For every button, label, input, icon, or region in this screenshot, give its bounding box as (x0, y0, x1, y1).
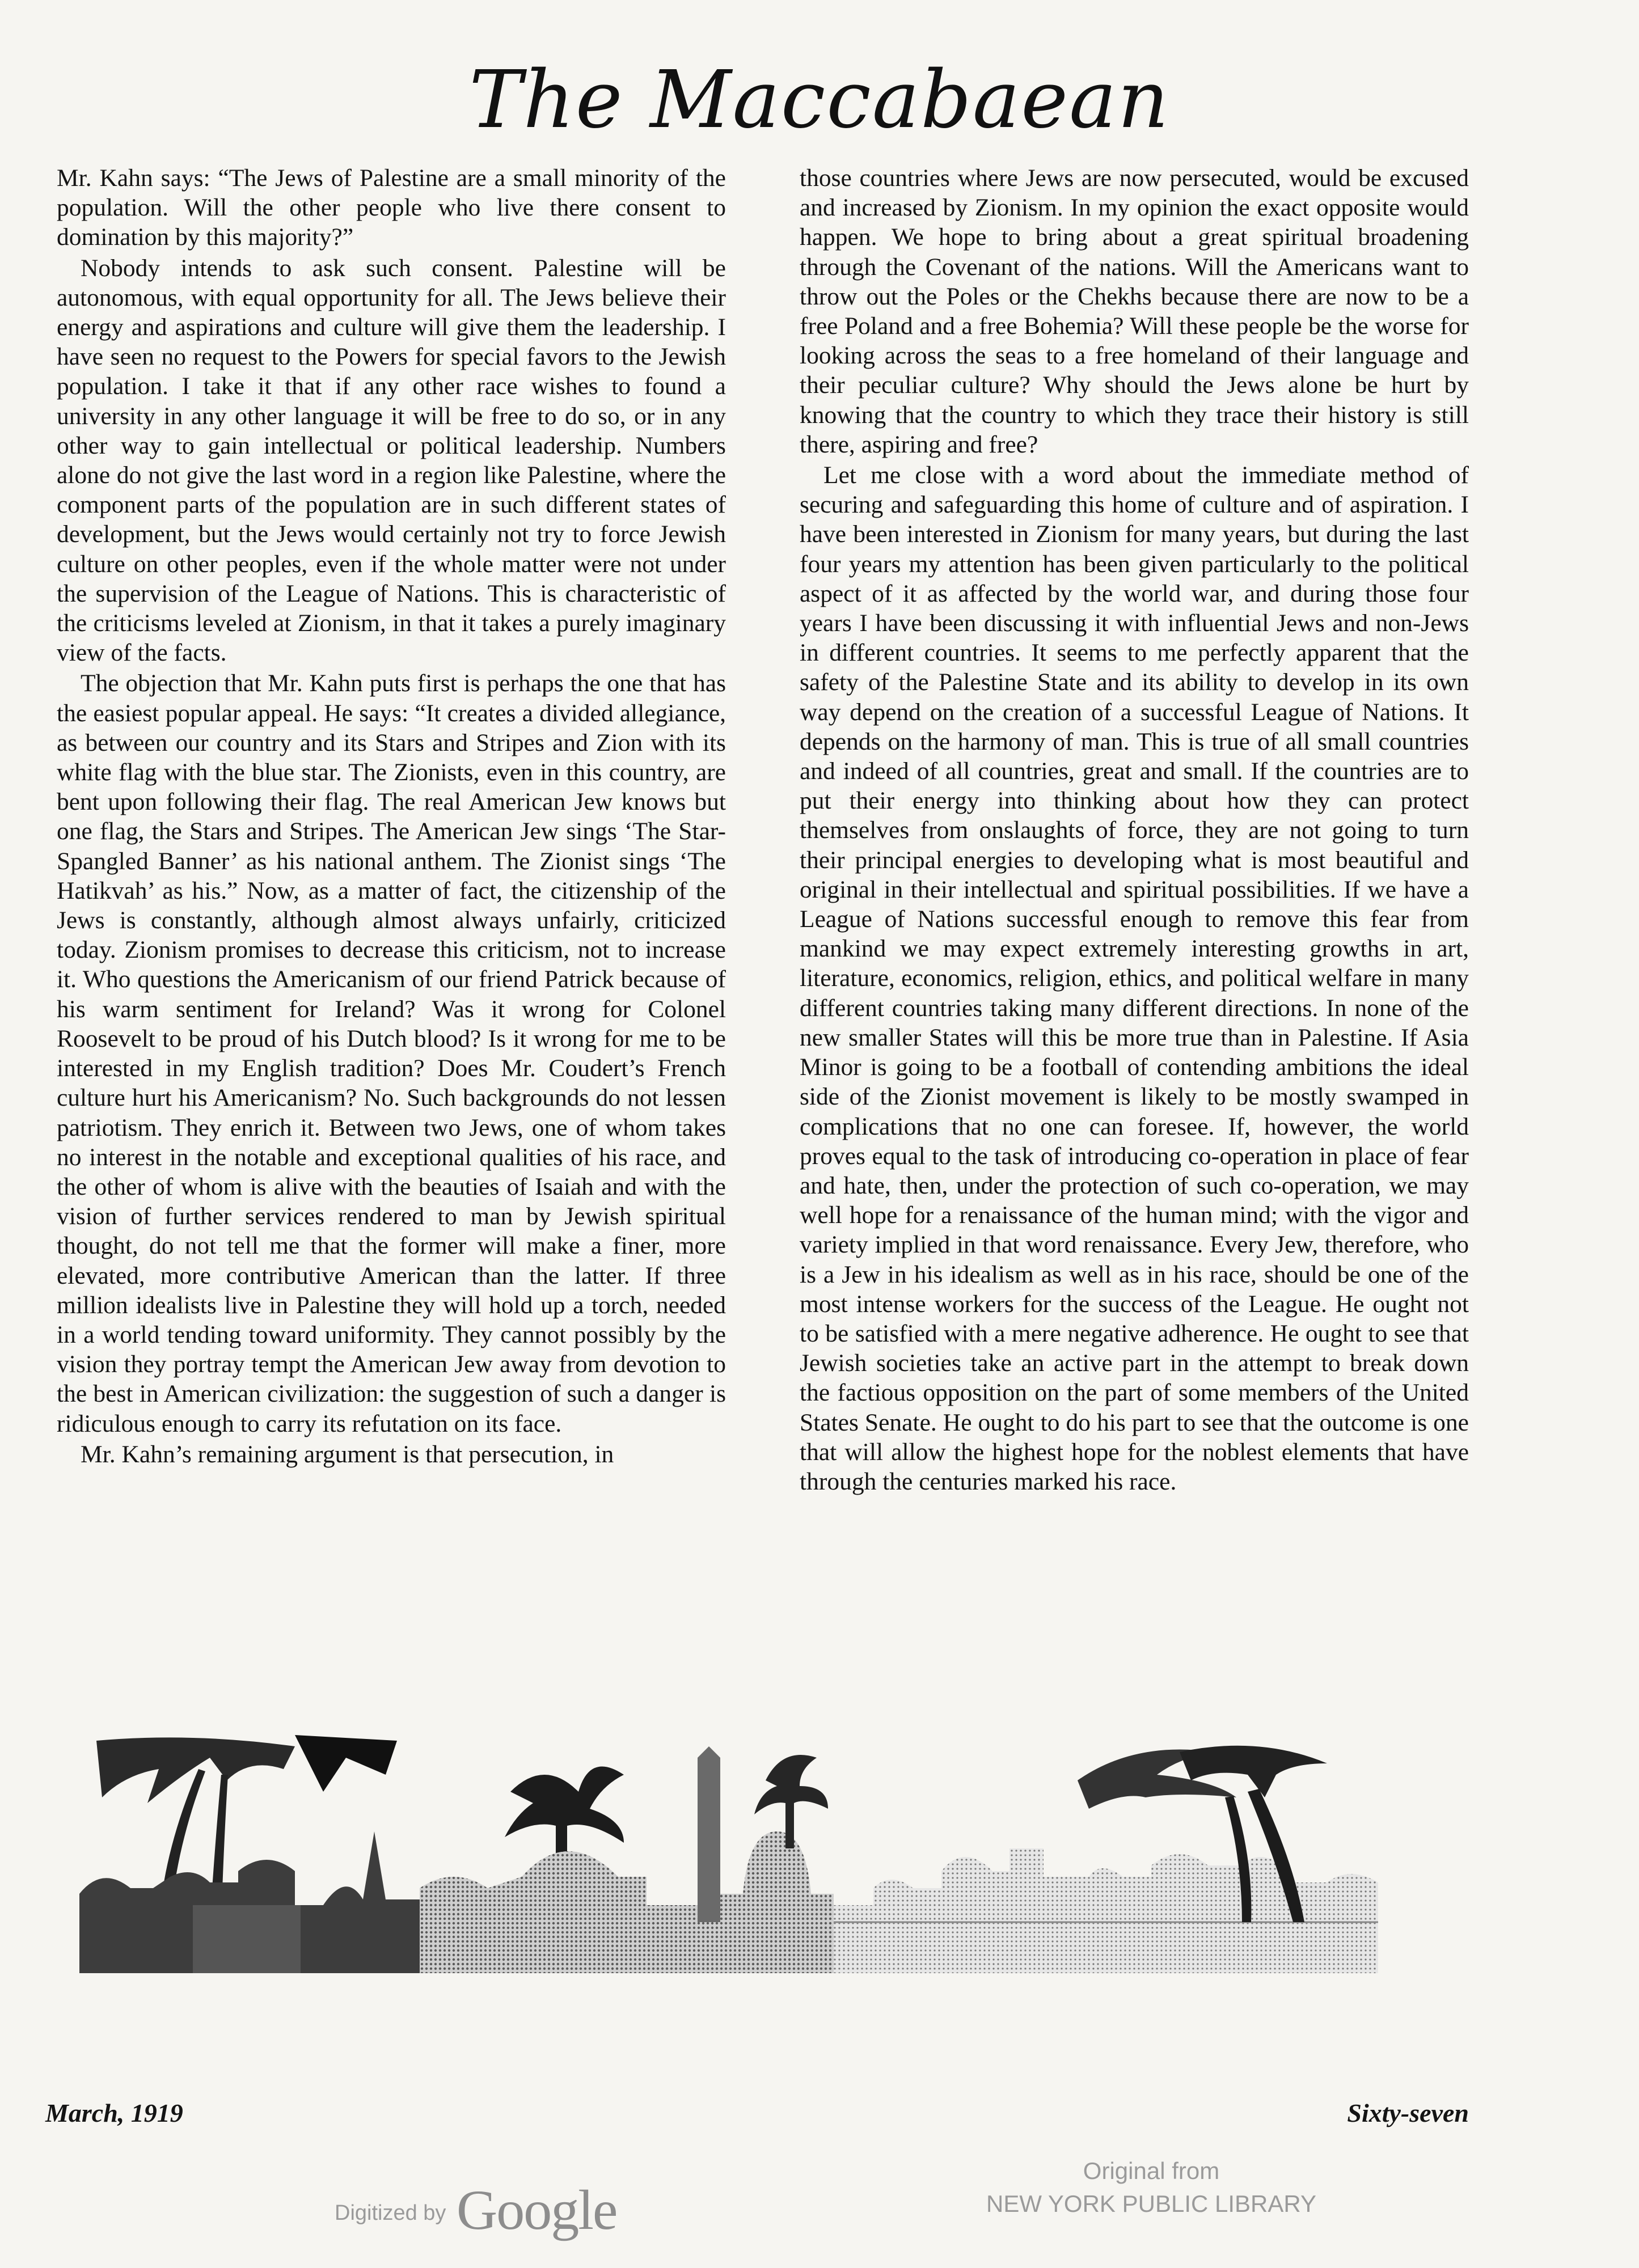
original-from-label: Original from (1083, 2157, 1220, 2184)
illustration-svg (79, 1735, 1480, 1973)
paragraph: those countries where Jews are now persecuted, would be excused and increased by Zionism. In my opinion the exact opposite would happen. We hope to bring about a great spiritual broadening through the Covenant of the nations. Will the Americans want to throw out the Poles or the Chekhs because there are now to be a free Poland and a free Bohemia? Will these people be the worse for looking across the seas to a free homeland of their language and their peculiar culture? Why should the Jews alone be hurt by knowing that the country to which they trace their history is still there, aspiring and free? (800, 164, 1469, 458)
original-source-watermark (958, 2155, 1344, 2220)
palm-town-illustration (79, 1735, 1480, 1973)
digitized-label: Digitized by (335, 2201, 446, 2225)
right-column (800, 163, 1469, 1497)
google-logo: Google (456, 2178, 617, 2241)
masthead-title: The Maccabaean (469, 54, 1170, 146)
paragraph: The objection that Mr. Kahn puts first is perhaps the one that has the easiest popular appeal. He says: “It creates a divided allegiance, as between our country and its Stars and Stripes and Zion with its white flag with the blue star. The Zionists, even in this country, are bent upon following their flag. The real American Jew knows but one flag, the Stars and Stripes. The American Jew sings ‘The Star-Spangled Banner’ as his national anthem. The Zionist sings ‘The Hatikvah’ as his.” Now, as a matter of fact, the citizenship of the Jews is constantly, although almost always unfairly, criticized today. Zionism promises to decrease this criticism, not to increase it. Who questions the Americanism of our friend Patrick because of his warm sentiment for Ireland? Was it wrong for Colonel Roosevelt to be proud of his Dutch blood? Is it wrong for me to be interested in my English tradition? Does Mr. Coudert’s French culture hurt his Americanism? No. Such backgrounds do not lessen patriotism. They enrich it. Between two Jews, one of whom takes no interest in the notable and exceptional qualities of his race, and the other of whom is alive with the beauties of Isaiah and with the vision of further services rendered to man by Jewish spiritual thought, do not tell me that the former will make a finer, more elevated, more contributive American than the latter. If three million idealists live in Palestine they will hold up a torch, needed in a world tending toward uniformity. They cannot possibly by the vision they portray tempt the American Jew away from devotion to the best in American civilization: the suggestion of such a danger is ridiculous enough to carry its refutation on its face. (57, 670, 726, 1437)
paragraph: Let me close with a word about the immediate method of securing and safeguarding this home of culture and of aspiration. I have been interested in Zionism for many years, but during the last four years my attention has been given particularly to the political aspect of it as affected by the world war, and during those four years I have been discussing it with influential Jews and non-Jews in different countries. It seems to me perfectly apparent that the safety of the Palestine State and its ability to develop in its own way depend on the creation of a successful League of Nations. It depends on the harmony of man. This is true of all small countries and indeed of all countries, great and small. If the countries are to put their energy into thinking about how they can protect themselves from onslaughts of force, they are not going to turn their principal energies to developing what is most beautiful and original in their intellectual and spiritual possibilities. If we have a League of Nations successful enough to remove this fear from mankind we may expect extremely interesting growths in art, literature, economics, religion, ethics, and political welfare in many different countries taking many different directions. In none of the new smaller States will this be more true than in Palestine. If Asia Minor is going to be a football of contending ambitions the ideal side of the Zionist movement is likely to be mostly swamped in complications that no one can foresee. If, however, the world proves equal to the task of introducing co-operation in place of fear and hate, then, under the protection of such co-operation, we may well hope for a renaissance of the human mind; with the vigor and variety implied in that word renaissance. Every Jew, therefore, who is a Jew in his idealism as well as in his race, should be one of the most intense workers for the success of the League. He ought not to be satisfied with a mere negative adherence. He ought to see that Jewish societies take an active part in the attempt to break down the factious opposition on the part of some members of the United States Senate. He ought to do his part to see that the outcome is one that will allow the highest hope for the noblest elements that have through the centuries marked his race. (800, 462, 1469, 1495)
paragraph: Nobody intends to ask such consent. Palestine will be autonomous, with equal opportunity for all. The Jews believe their energy and aspirations and culture will give them the leadership. I have seen no request to the Powers for special favors to the Jewish population. I take it that if any other race wishes to found a university in any other language it will be free to do so, or in any other way to gain intellectual or political leadership. Numbers alone do not give the last word in a region like Palestine, where the component parts of the population are in such different states of development, but the Jews would certainly not try to force Jewish culture on other peoples, even if the whole matter were not under the supervision of the League of Nations. This is characteristic of the criticisms leveled at Zionism, in that it takes a purely imaginary view of the facts. (57, 254, 726, 667)
left-column (57, 163, 726, 1470)
paragraph: Mr. Kahn’s remaining argument is that persecution, in (81, 1440, 614, 1468)
page-number: Sixty-seven (1347, 2098, 1469, 2127)
digitized-by-watermark (335, 2177, 616, 2242)
issue-date: March, 1919 (45, 2098, 183, 2127)
library-name: NEW YORK PUBLIC LIBRARY (986, 2190, 1316, 2217)
paragraph: Mr. Kahn says: “The Jews of Palestine are a small minority of the population. Will the other people who live there consent to domination by this majority?” (57, 164, 726, 251)
